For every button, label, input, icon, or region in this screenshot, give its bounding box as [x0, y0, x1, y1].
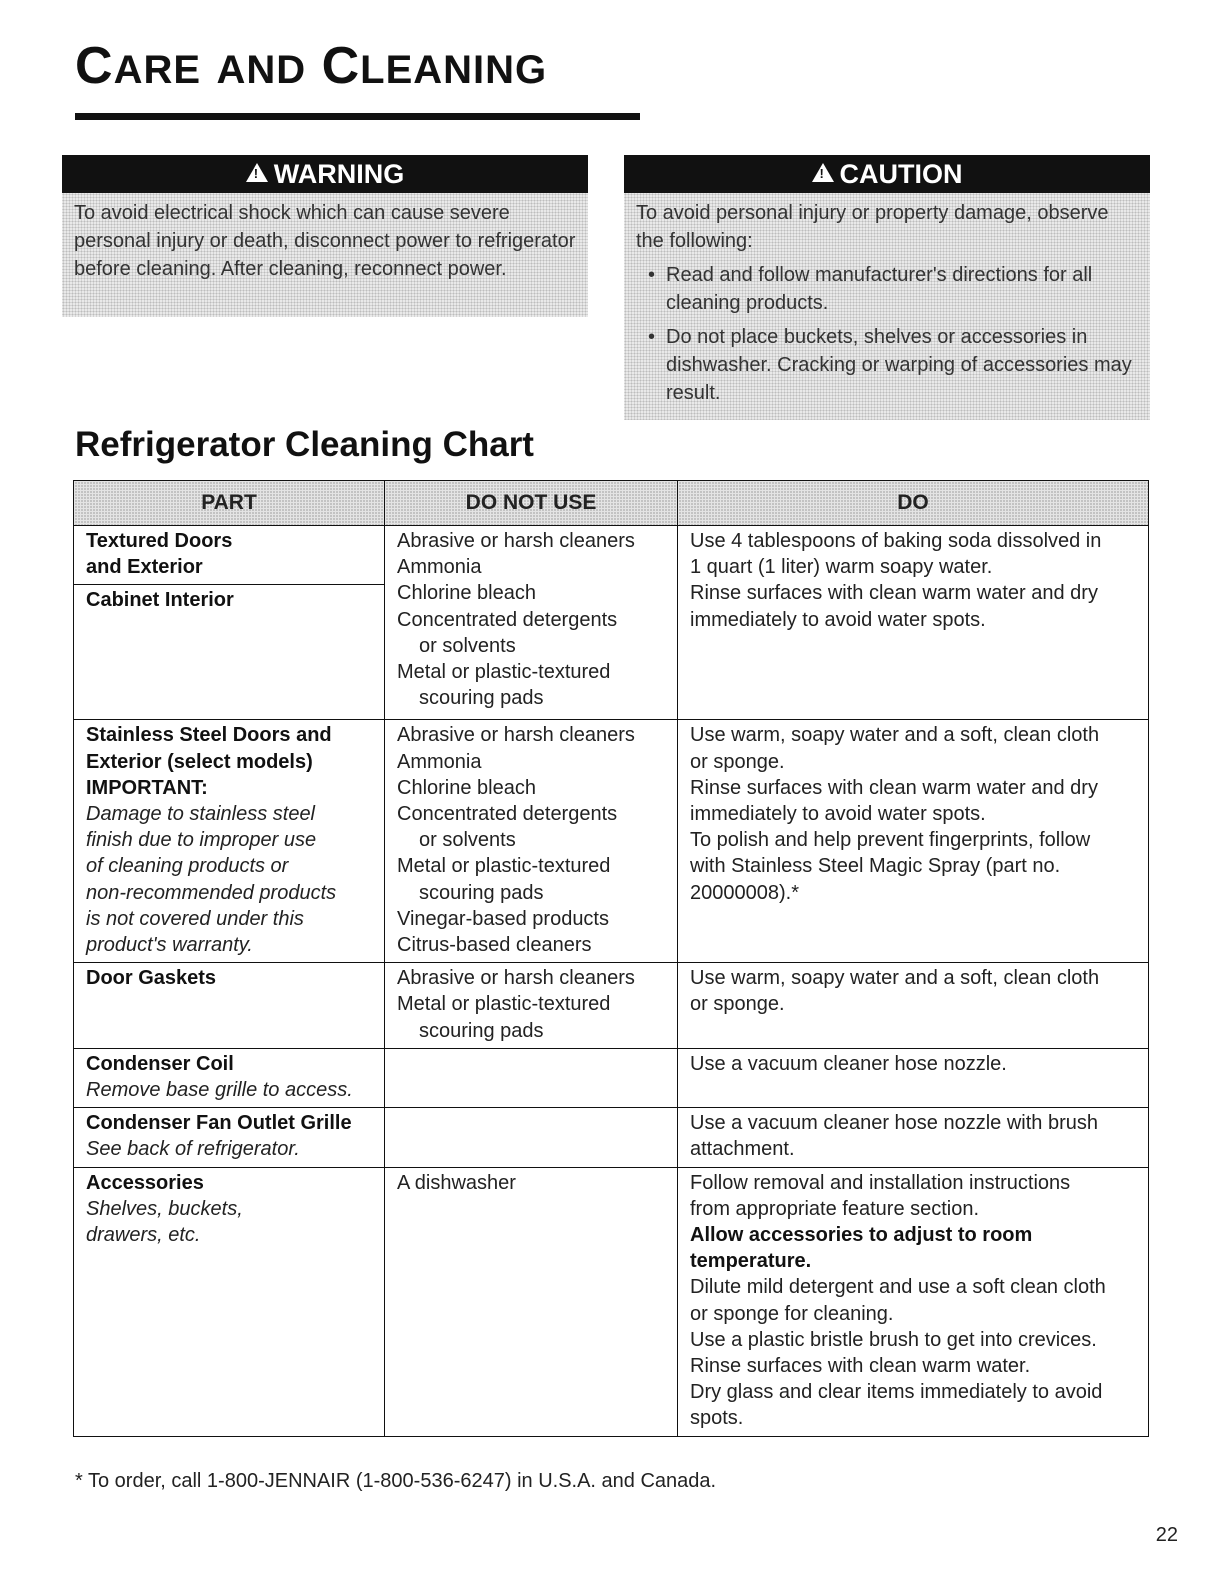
part-cell — [74, 963, 385, 1049]
do-item: Use a vacuum cleaner hose nozzle. — [690, 1052, 1007, 1075]
title-word: ARE — [113, 48, 202, 92]
part-name: Door Gaskets — [86, 967, 217, 990]
do-item: attachment. — [690, 1138, 795, 1161]
do-item: Rinse surfaces with clean warm water. — [690, 1355, 1031, 1378]
do-not-use-item: or solvents — [419, 829, 516, 852]
table-row — [74, 1048, 1149, 1107]
do-not-use-item: or solvents — [419, 634, 516, 657]
do-cell — [678, 1167, 1149, 1436]
table-row — [74, 526, 1149, 585]
do-not-use-item: Abrasive or harsh cleaners — [397, 530, 635, 552]
part-name: Stainless Steel Doors and — [86, 724, 332, 747]
do-item: Use warm, soapy water and a soft, clean cloth — [690, 724, 1100, 747]
do-not-use-item: Chlorine bleach — [397, 776, 536, 799]
cleaning-chart-table — [73, 480, 1149, 1437]
do-cell — [678, 963, 1149, 1049]
title-underline — [75, 113, 640, 120]
caution-item-text: Do not place buckets, shelves or accessories in dishwasher. Cracking or warping of accessories may result. — [666, 326, 1132, 404]
do-item: Rinse surfaces with clean warm water and dry — [690, 776, 1098, 799]
caution-item-text: Read and follow manufacturer's directions for all cleaning products. — [666, 264, 1093, 314]
do-not-use-item: Concentrated detergents — [397, 803, 618, 826]
do-not-use-item: scouring pads — [419, 881, 544, 904]
part-cell — [74, 1108, 385, 1167]
do-item: Use a plastic bristle brush to get into crevices. — [690, 1328, 1097, 1351]
do-not-use-item: Abrasive or harsh cleaners — [397, 967, 635, 990]
do-item: Dilute mild detergent and use a soft clean cloth — [690, 1276, 1106, 1299]
do-not-use-item: Ammonia — [397, 750, 482, 773]
caution-label: CAUTION — [839, 159, 963, 189]
do-item: or sponge. — [690, 750, 785, 773]
title-word: LEANING — [360, 48, 548, 92]
do-item: with Stainless Steel Magic Spray (part no. — [690, 855, 1061, 878]
bullet-icon: • — [648, 264, 656, 286]
do-not-use-item: Abrasive or harsh cleaners — [397, 724, 635, 747]
do-item: from appropriate feature section. — [690, 1197, 980, 1220]
do-cell — [678, 720, 1149, 963]
part-cell — [74, 1167, 385, 1436]
part-cell — [74, 720, 385, 963]
part-note: Damage to stainless steel — [86, 803, 316, 826]
warning-triangle-icon: ! — [246, 163, 268, 182]
warning-box — [62, 155, 588, 317]
warning-header — [62, 155, 588, 193]
column-header-do-not-use: DO NOT USE — [385, 481, 678, 526]
do-item: To polish and help prevent fingerprints, follow — [690, 829, 1091, 852]
do-item: 20000008).* — [690, 881, 799, 904]
do-cell — [678, 1048, 1149, 1107]
do-item: or sponge for cleaning. — [690, 1302, 894, 1325]
part-name: Condenser Fan Outlet Grille — [86, 1112, 352, 1135]
caution-intro: To avoid personal injury or property damage, observe the following: — [636, 202, 1109, 252]
warning-body: To avoid electrical shock which can cause severe personal injury or death, disconnect power to refrigerator before cleaning. After cleaning, reconnect power. — [62, 193, 588, 317]
column-header-part: PART — [74, 481, 385, 526]
do-item: spots. — [690, 1407, 744, 1430]
title-letter: C — [321, 37, 361, 95]
part-note: of cleaning products or — [86, 855, 289, 878]
do-not-use-item: Metal or plastic-textured — [397, 661, 611, 684]
part-name: Condenser Coil — [86, 1052, 234, 1075]
part-note: is not covered under this — [86, 907, 304, 930]
title-letter: C — [75, 37, 114, 95]
caution-list — [636, 261, 1138, 407]
do-item: Follow removal and installation instructions — [690, 1171, 1071, 1194]
footnote: * To order, call 1-800-JENNAIR (1-800-536-6247) in U.S.A. and Canada. — [75, 1470, 717, 1492]
do-not-use-cell — [385, 1108, 678, 1167]
do-not-use-cell — [385, 963, 678, 1049]
do-not-use-item: scouring pads — [419, 1019, 544, 1042]
do-not-use-item: Ammonia — [397, 556, 482, 579]
do-item: immediately to avoid water spots. — [690, 803, 986, 826]
part-note: drawers, etc. — [86, 1224, 201, 1247]
part-note: See back of refrigerator. — [86, 1138, 300, 1161]
bullet-icon: • — [648, 326, 656, 348]
part-name: and Exterior — [86, 556, 203, 579]
part-note: Remove base grille to access. — [86, 1079, 353, 1102]
do-item: Rinse surfaces with clean warm water and dry — [690, 582, 1098, 605]
table-row — [74, 720, 1149, 963]
do-item: Use warm, soapy water and a soft, clean cloth — [690, 967, 1100, 990]
part-cell — [74, 526, 385, 585]
do-not-use-item: Vinegar-based products — [397, 907, 609, 930]
do-item-emphasis: temperature. — [690, 1250, 812, 1273]
do-item: Use 4 tablespoons of baking soda dissolved in — [690, 530, 1102, 552]
part-name: Exterior (select models) — [86, 750, 313, 773]
do-not-use-item: Chlorine bleach — [397, 582, 536, 605]
title-word: AND — [216, 48, 307, 92]
do-not-use-cell — [385, 1167, 678, 1436]
do-not-use-item: A dishwasher — [397, 1171, 516, 1194]
part-cell — [74, 585, 385, 720]
caution-box — [624, 155, 1150, 420]
part-note: finish due to improper use — [86, 829, 317, 852]
table-row — [74, 963, 1149, 1049]
do-item: immediately to avoid water spots. — [690, 608, 986, 631]
table-header-row — [74, 481, 1149, 526]
warning-label: WARNING — [273, 159, 405, 189]
do-item: Use a vacuum cleaner hose nozzle with brush — [690, 1112, 1098, 1135]
table-row — [74, 1167, 1149, 1436]
do-not-use-cell — [385, 720, 678, 963]
caution-triangle-icon: ! — [812, 163, 834, 182]
do-cell — [678, 1108, 1149, 1167]
page-title — [75, 37, 548, 95]
part-cell — [74, 1048, 385, 1107]
do-item: or sponge. — [690, 993, 785, 1016]
do-not-use-item: Metal or plastic-textured — [397, 993, 611, 1016]
caution-list-item — [636, 261, 1138, 317]
do-item: 1 quart (1 liter) warm soapy water. — [690, 556, 993, 579]
do-not-use-item: Citrus-based cleaners — [397, 934, 592, 957]
caution-body — [624, 193, 1150, 420]
part-note: Shelves, buckets, — [86, 1197, 243, 1220]
do-not-use-item: scouring pads — [419, 687, 544, 710]
do-item-emphasis: Allow accessories to adjust to room — [690, 1224, 1033, 1247]
caution-header — [624, 155, 1150, 193]
do-not-use-item: Concentrated detergents — [397, 608, 618, 631]
part-name: Cabinet Interior — [86, 589, 234, 612]
page-number: 22 — [1155, 1524, 1178, 1546]
part-name: Textured Doors — [86, 530, 233, 552]
do-cell — [678, 526, 1149, 720]
do-not-use-item: Metal or plastic-textured — [397, 855, 611, 878]
part-note: product's warranty. — [86, 934, 253, 957]
section-title: Refrigerator Cleaning Chart — [75, 425, 534, 464]
part-note: non-recommended products — [86, 881, 337, 904]
column-header-do: DO — [678, 481, 1149, 526]
important-label: IMPORTANT: — [86, 776, 208, 799]
caution-list-item — [636, 323, 1138, 407]
table-row — [74, 1108, 1149, 1167]
do-not-use-cell — [385, 1048, 678, 1107]
do-item: Dry glass and clear items immediately to avoid — [690, 1381, 1103, 1404]
part-name: Accessories — [86, 1171, 204, 1194]
do-not-use-cell — [385, 526, 678, 720]
